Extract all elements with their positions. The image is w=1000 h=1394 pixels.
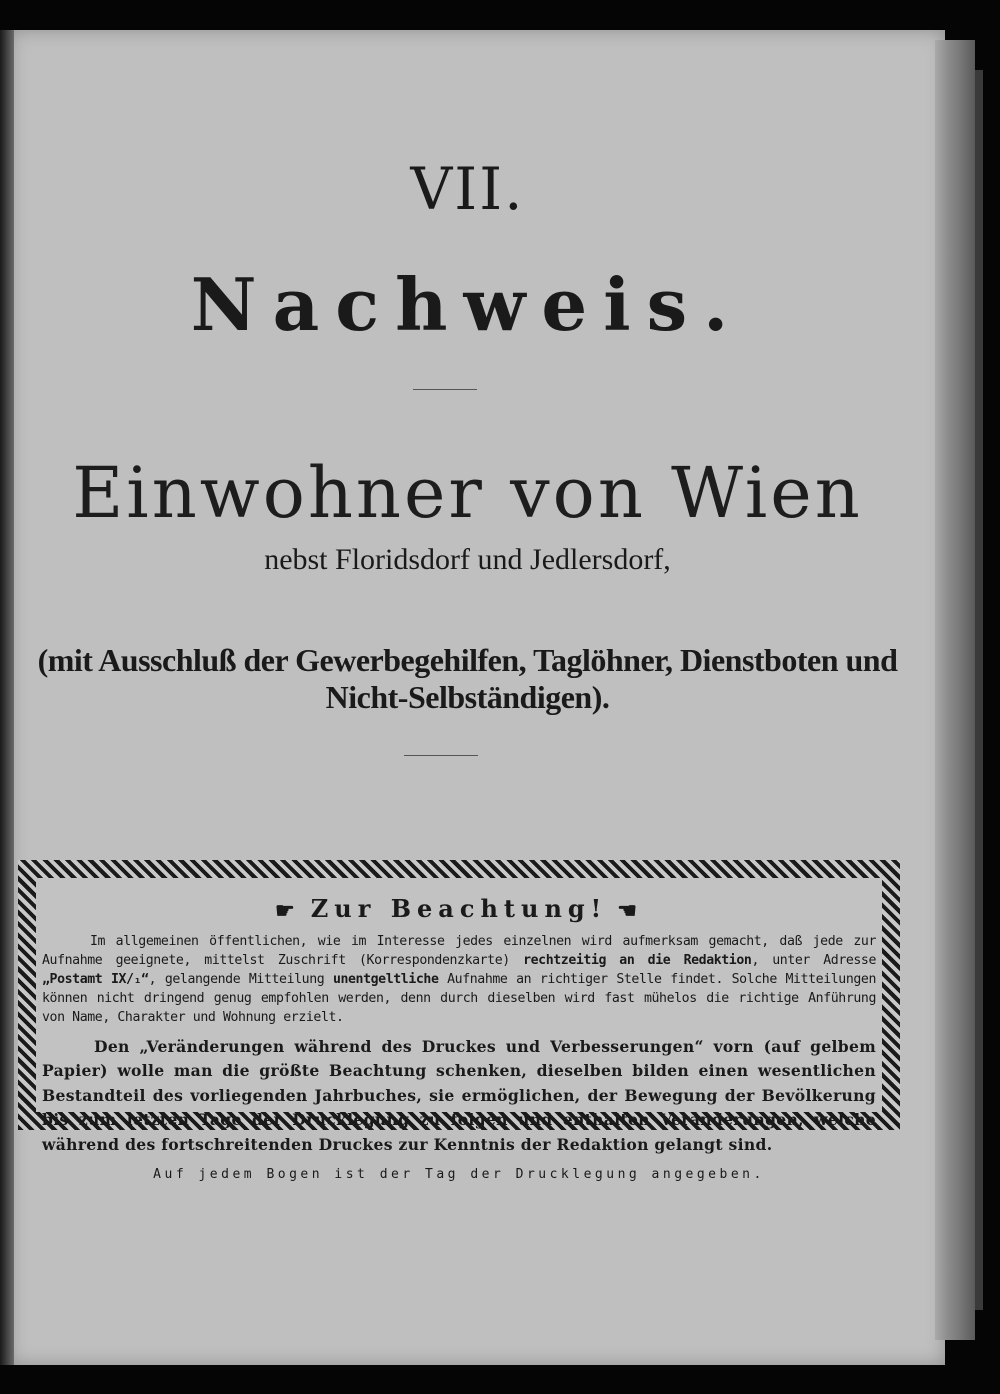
notice-title-text: Zur Beachtung! — [310, 894, 608, 923]
pointing-hand-right-icon: ☛ — [275, 897, 301, 924]
notice-paragraph-2: Den „Veränderungen während des Druckes und Verbesserungen“ vorn (auf gelbem Papier) wolle man die größte Beachtung schenken, dieselben bilden einen wesentlichen Bestandteil des vorliegenden Jahrbuches, sie ermöglichen, der Bewegung der Bevölkerung bis zum letzten Tage der Drucklegung zu folgen und enthalten Veränderungen, welche während des fortschreitenden Druckes zur Kenntnis der Redaktion gelangt sind. — [42, 1036, 876, 1154]
p1-text-a: Im allgemeinen öffentlichen, wie im Interesse jedes einzelnen wird aufmerksam gemacht, daß jede zur Aufnahme geeignete, mittelst Zuschrift (Korrespondenzkarte) — [42, 933, 876, 968]
notice-footer-line: Auf jedem Bogen ist der Tag der Drucklegung angegeben. — [153, 1167, 765, 1182]
p1-text-e: , gelangende Mitteilung — [148, 971, 333, 987]
p1-emphasis-postamt: „Postamt IX/₁“ — [42, 971, 149, 987]
p1-text-c: , unter Adresse — [751, 952, 877, 968]
section-number: VII. — [410, 155, 525, 223]
notice-box — [18, 860, 900, 1182]
page-edge — [935, 40, 975, 1340]
sub-heading: nebst Floridsdorf und Jedlersdorf, — [264, 543, 671, 576]
divider-top — [413, 389, 477, 390]
p1-emphasis-redaktion: rechtzeitig an die Redaktion — [523, 952, 752, 968]
section-title: Nachweis. — [190, 262, 745, 347]
notice-paragraph-1 — [42, 932, 876, 1027]
exclusion-note: (mit Ausschluß der Gewerbegehilfen, Taglöhner, Dienstboten und Nicht-Selbständigen). — [37, 642, 898, 715]
notice-title — [42, 894, 876, 924]
p1-text-g: Aufnahme an richtiger Stelle findet. Solche Mitteilungen können nicht dringend genug empfohlen werden, denn durch dieselben wird fast mühelos die richtige Anführung von Name, Charakter und Wohnung erzielt. — [42, 971, 876, 1025]
divider-bottom — [404, 755, 478, 756]
main-heading: Einwohner von Wien — [72, 452, 863, 534]
p1-emphasis-unentgeltlich: unentgeltliche — [332, 971, 439, 987]
page-edge-shadow — [975, 70, 983, 1310]
pointing-hand-left-icon: ☚ — [617, 897, 643, 924]
